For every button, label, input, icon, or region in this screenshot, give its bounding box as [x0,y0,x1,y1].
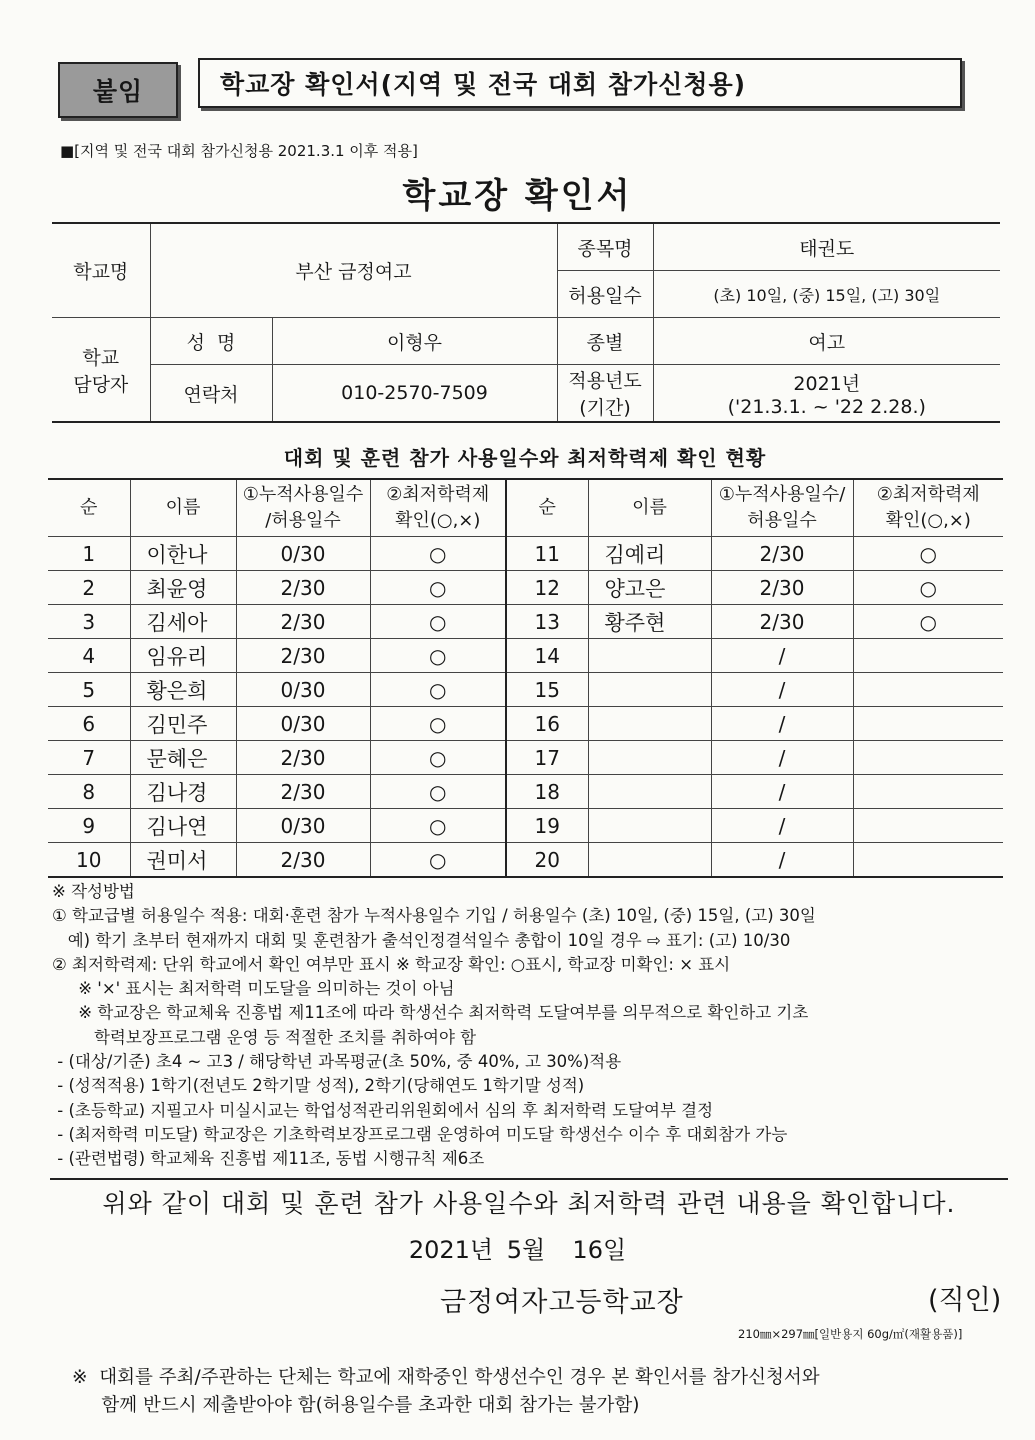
col-header-check-line2: 확인(○,×) [395,510,481,531]
paper-spec: 210㎜×297㎜[일반용지 60g/㎡(재활용품)] [738,1327,963,1341]
roster-days: / [711,809,853,843]
roster-name: 최윤영 [130,571,236,605]
roster-days: / [711,741,853,775]
roster-check: ○ [370,537,506,571]
roster-name: 김나경 [130,775,236,809]
roster-days: 0/30 [236,707,370,741]
instruction-line: ※ 작성방법 [52,882,135,901]
allow-days-value: (초) 10일, (중) 15일, (고) 30일 [653,271,1000,318]
instruction-line: 예) 학기 초부터 현재까지 대회 및 훈련참가 출석인정결석일수 총합이 10일 경우 ⇨ 표기: (고) 10/30 [52,930,791,950]
roster-no: 2 [48,571,130,605]
roster-name [588,843,711,878]
roster-header-row [48,479,1003,537]
roster-check: ○ [370,673,506,707]
writing-instructions [52,880,1017,1172]
roster-check [853,673,1003,707]
roster-days: 2/30 [236,571,370,605]
roster-name [588,741,711,775]
event-value: 태권도 [653,223,1000,271]
roster-name [588,809,711,843]
col-header-days-line2: /허용일수 [265,510,341,531]
roster-table [48,478,1003,878]
school-info-table [52,222,1000,423]
roster-name: 김세아 [130,605,236,639]
roster-days: 2/30 [711,571,853,605]
type-value: 여고 [653,318,1000,365]
roster-check: ○ [853,537,1003,571]
table-row [48,673,1003,707]
year-value-line1: 2021년 [793,372,861,395]
col-header-name: 이름 [130,479,236,537]
roster-name: 임유리 [130,639,236,673]
school-value: 부산 금정여고 [150,223,557,318]
instruction-line: ① 학교급별 허용일수 적용: 대회·훈련 참가 누적사용일수 기입 / 허용일수 (초) 10일, (중) 15일, (고) 30일 [52,906,816,926]
instruction-line: ※ '×' 표시는 최저학력 미도달을 의미하는 것이 아님 [52,979,455,999]
roster-no: 13 [506,605,588,639]
roster-name: 이한나 [130,537,236,571]
table-row [48,809,1003,843]
roster-name: 황주현 [588,605,711,639]
roster-days: / [711,707,853,741]
roster-days: 0/30 [236,673,370,707]
roster-check [853,809,1003,843]
signer-name: 금정여자고등학교장 [440,1287,684,1318]
col-header-no-right: 순 [506,479,588,537]
roster-name: 황은희 [130,673,236,707]
roster-days: 2/30 [711,537,853,571]
instruction-line: - (관련법령) 학교체육 진흥법 제11조, 동법 시행규칙 제6조 [52,1149,485,1169]
roster-no: 11 [506,537,588,571]
roster-check: ○ [370,741,506,775]
event-label: 종목명 [557,223,653,271]
table-row [48,639,1003,673]
roster-check [853,707,1003,741]
table-row [48,605,1003,639]
manager-label-line2: 담당자 [73,373,129,396]
roster-no: 17 [506,741,588,775]
roster-check: ○ [370,809,506,843]
table-row [48,537,1003,571]
roster-check: ○ [853,571,1003,605]
roster-no: 1 [48,537,130,571]
roster-no: 12 [506,571,588,605]
attachment-tag: 붙임 [58,62,178,118]
instruction-line: ② 최저학력제: 단위 학교에서 확인 여부만 표시 ※ 학교장 확인: ○표시, 학교장 미확인: × 표시 [52,954,731,974]
roster-check: ○ [853,605,1003,639]
col-header-check-right [853,479,1003,537]
roster-check [853,741,1003,775]
confirmation-statement: 위와 같이 대회 및 훈련 참가 사용일수와 최저학력 관련 내용을 확인합니다. [50,1178,1008,1220]
roster-no: 3 [48,605,130,639]
roster-no: 16 [506,707,588,741]
roster-check: ○ [370,843,506,878]
roster-days: 2/30 [236,605,370,639]
document-date: 2021년 5월 16일 [408,1236,627,1264]
roster-check: ○ [370,775,506,809]
roster-name [588,775,711,809]
page-title: 학교장 확인서 [402,176,633,216]
roster-days: 2/30 [236,741,370,775]
roster-name: 김나연 [130,809,236,843]
footer-line-1: ※ 대회를 주최/주관하는 단체는 학교에 재학중인 학생선수인 경우 본 확인서를 참가신청서와 [72,1367,820,1388]
roster-name: 권미서 [130,843,236,878]
table-row [48,741,1003,775]
allow-days-label: 허용일수 [557,271,653,318]
roster-name: 문혜은 [130,741,236,775]
roster-name: 김민주 [130,707,236,741]
roster-no: 18 [506,775,588,809]
roster-days: 0/30 [236,537,370,571]
table-row [48,571,1003,605]
manager-label-line1: 학교 [82,346,120,369]
roster-days: / [711,673,853,707]
roster-no: 14 [506,639,588,673]
roster-days: 2/30 [236,843,370,878]
roster-check: ○ [370,605,506,639]
contact-value: 010-2570-7509 [272,365,557,423]
roster-days: / [711,775,853,809]
col-header-no: 순 [48,479,130,537]
roster-no: 7 [48,741,130,775]
roster-check: ○ [370,639,506,673]
name-value: 이형우 [272,318,557,365]
roster-no: 15 [506,673,588,707]
roster-no: 8 [48,775,130,809]
footer-notice [72,1364,820,1420]
col-header-check-right-line2: 확인(○,×) [885,510,971,531]
year-label-line2: (기간) [579,397,631,419]
col-header-name-right: 이름 [588,479,711,537]
roster-name [588,673,711,707]
roster-check: ○ [370,707,506,741]
year-value-line2: ('21.3.1. ~ '22 2.28.) [727,395,926,418]
manager-label [52,318,150,423]
contact-label: 연락처 [150,365,272,423]
roster-name [588,707,711,741]
school-label: 학교명 [52,223,150,318]
official-seal-mark: (직인) [928,1285,1002,1316]
col-header-check-right-line1: ②최저학력제 [876,484,980,505]
roster-days: 2/30 [236,775,370,809]
table-row [48,843,1003,878]
roster-days: 2/30 [711,605,853,639]
instruction-line: ※ 학교장은 학교체육 진흥법 제11조에 따라 학생선수 최저학력 도달여부를 의무적으로 확인하고 기초 [52,1003,809,1023]
roster-no: 9 [48,809,130,843]
table-row [48,707,1003,741]
roster-no: 5 [48,673,130,707]
type-label: 종별 [557,318,653,365]
roster-days: 2/30 [236,639,370,673]
roster-days: / [711,843,853,878]
roster-no: 20 [506,843,588,878]
instruction-line: - (최저학력 미도달) 학교장은 기초학력보장프로그램 운영하여 미도달 학생선수 이수 후 대회참가 가능 [52,1124,788,1144]
col-header-days [236,479,370,537]
roster-check: ○ [370,571,506,605]
year-value [653,365,1000,423]
section-title: 대회 및 훈련 참가 사용일수와 최저학력제 확인 현황 [283,446,767,470]
roster-name: 김예리 [588,537,711,571]
col-header-check [370,479,506,537]
roster-check [853,775,1003,809]
roster-name [588,639,711,673]
roster-no: 4 [48,639,130,673]
col-header-days-right [711,479,853,537]
roster-no: 6 [48,707,130,741]
roster-no: 10 [48,843,130,878]
roster-check [853,843,1003,878]
roster-days: / [711,639,853,673]
instruction-line: - (성적적용) 1학기(전년도 2학기말 성적), 2학기(당해연도 1학기말 성적) [52,1076,585,1096]
instruction-line: 학력보장프로그램 운영 등 적절한 조치를 취하여야 함 [52,1027,477,1047]
name-label: 성 명 [150,318,272,365]
roster-check [853,639,1003,673]
roster-days: 0/30 [236,809,370,843]
year-label [557,365,653,423]
col-header-check-line1: ②최저학력제 [386,484,490,505]
document-header-title: 학교장 확인서(지역 및 전국 대회 참가신청용) [198,58,962,108]
col-header-days-right-line1: ①누적사용일수/ [718,484,846,505]
col-header-days-line1: ①누적사용일수 [242,484,364,505]
roster-no: 19 [506,809,588,843]
year-label-line1: 적용년도 [568,370,642,392]
applied-note: ■[지역 및 전국 대회 참가신청용 2021.3.1 이후 적용] [60,142,418,160]
roster-name: 양고은 [588,571,711,605]
footer-line-2: 함께 반드시 제출받아야 함(허용일수를 초과한 대회 참가는 불가함) [72,1395,640,1416]
col-header-days-right-line2: 허용일수 [747,510,817,531]
table-row [48,775,1003,809]
instruction-line: - (초등학교) 지필고사 미실시교는 학업성적관리위원회에서 심의 후 최저학력 도달여부 결정 [52,1100,714,1120]
instruction-line: - (대상/기준) 초4 ~ 고3 / 해당학년 과목평균(초 50%, 중 40%, 고 30%)적용 [52,1052,622,1072]
